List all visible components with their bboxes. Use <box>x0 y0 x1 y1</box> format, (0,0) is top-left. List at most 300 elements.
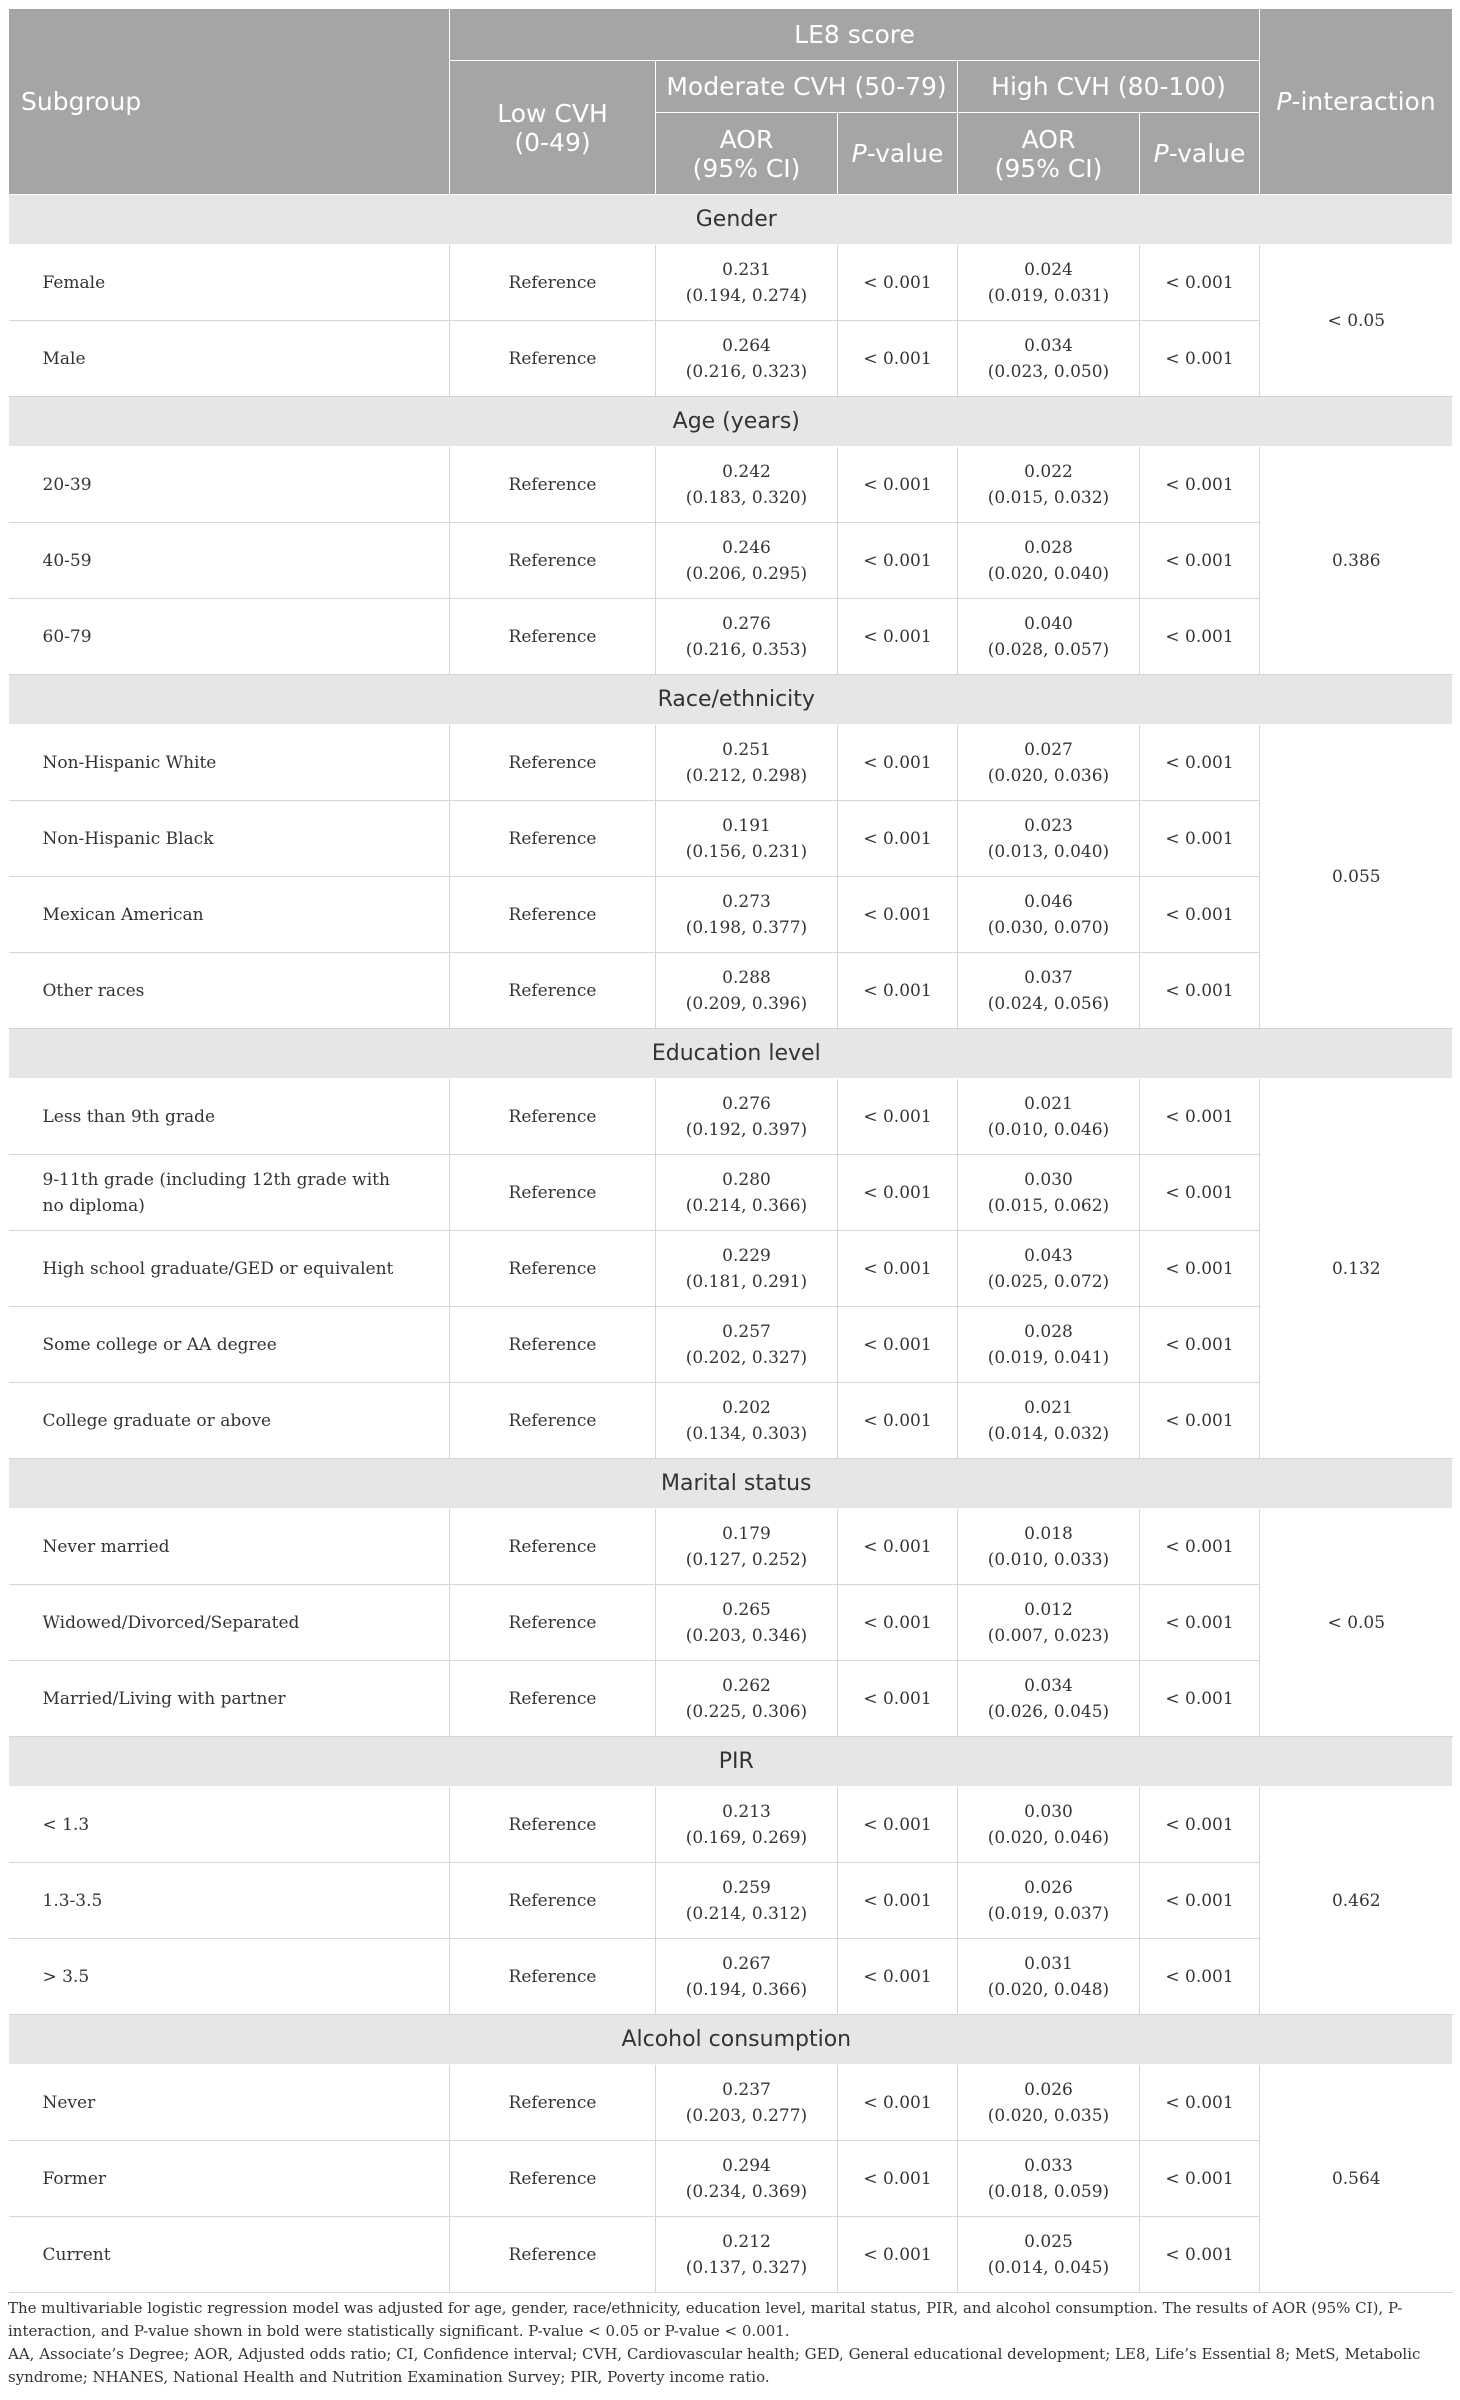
moderate-aor: 0.276 <box>722 1093 771 1114</box>
high-aor-cell <box>958 1509 1140 1585</box>
high-aor: 0.027 <box>1024 739 1073 760</box>
low-cvh-value: Reference <box>450 1863 656 1939</box>
table-row <box>9 1863 1453 1939</box>
high-aor-cell <box>958 1585 1140 1661</box>
subgroup-name: Married/Living with partner <box>9 1661 450 1737</box>
moderate-aor-cell <box>656 877 838 953</box>
subgroup-name: Current <box>9 2217 450 2293</box>
section-title: PIR <box>9 1737 1453 1787</box>
high-p-value: < 0.001 <box>1140 1155 1260 1231</box>
high-aor-cell <box>958 1079 1140 1155</box>
moderate-ci: (0.137, 0.327) <box>685 2257 808 2278</box>
moderate-ci: (0.194, 0.274) <box>685 285 808 306</box>
moderate-aor-cell <box>656 321 838 397</box>
moderate-aor-cell <box>656 953 838 1029</box>
moderate-p-value: < 0.001 <box>838 1079 958 1155</box>
high-ci: (0.014, 0.032) <box>987 1423 1110 1444</box>
moderate-aor: 0.242 <box>722 461 771 482</box>
header-high-p-suffix: -value <box>1168 139 1246 168</box>
high-aor-cell <box>958 801 1140 877</box>
moderate-p-value: < 0.001 <box>838 2065 958 2141</box>
low-cvh-value: Reference <box>450 1509 656 1585</box>
table-footnotes <box>8 2297 1452 2389</box>
low-cvh-value: Reference <box>450 1939 656 2015</box>
high-aor: 0.030 <box>1024 1801 1073 1822</box>
header-low-cvh <box>450 61 656 195</box>
table-row <box>9 2141 1453 2217</box>
high-ci: (0.018, 0.059) <box>987 2181 1110 2202</box>
moderate-p-value: < 0.001 <box>838 1787 958 1863</box>
section-row <box>9 1459 1453 1509</box>
high-aor: 0.023 <box>1024 815 1073 836</box>
moderate-ci: (0.206, 0.295) <box>685 563 808 584</box>
high-ci: (0.014, 0.045) <box>987 2257 1110 2278</box>
high-aor: 0.043 <box>1024 1245 1073 1266</box>
header-mod-aor-label: AOR <box>719 124 774 154</box>
p-interaction-value: 0.462 <box>1260 1787 1453 2015</box>
moderate-aor-cell <box>656 523 838 599</box>
high-aor-cell <box>958 599 1140 675</box>
table-row <box>9 877 1453 953</box>
moderate-aor: 0.179 <box>722 1523 771 1544</box>
moderate-p-value: < 0.001 <box>838 877 958 953</box>
high-aor: 0.030 <box>1024 1169 1073 1190</box>
moderate-aor: 0.213 <box>722 1801 771 1822</box>
high-p-value: < 0.001 <box>1140 321 1260 397</box>
high-p-value: < 0.001 <box>1140 599 1260 675</box>
header-mod-p-suffix: -value <box>866 139 944 168</box>
moderate-p-value: < 0.001 <box>838 1231 958 1307</box>
high-aor: 0.026 <box>1024 2079 1073 2100</box>
high-aor-cell <box>958 447 1140 523</box>
moderate-aor: 0.262 <box>722 1675 771 1696</box>
high-aor-cell <box>958 877 1140 953</box>
high-p-value: < 0.001 <box>1140 877 1260 953</box>
header-high-aor <box>958 113 1140 195</box>
high-p-value: < 0.001 <box>1140 245 1260 321</box>
p-interaction-value: 0.055 <box>1260 725 1453 1029</box>
moderate-aor-cell <box>656 1509 838 1585</box>
high-p-value: < 0.001 <box>1140 2065 1260 2141</box>
subgroup-name: High school graduate/GED or equivalent <box>9 1231 450 1307</box>
high-aor: 0.034 <box>1024 335 1073 356</box>
table-row <box>9 1079 1453 1155</box>
moderate-aor-cell <box>656 447 838 523</box>
high-ci: (0.020, 0.035) <box>987 2105 1110 2126</box>
moderate-ci: (0.216, 0.353) <box>685 639 808 660</box>
table-row <box>9 1383 1453 1459</box>
subgroup-name: Former <box>9 2141 450 2217</box>
moderate-ci: (0.209, 0.396) <box>685 993 808 1014</box>
moderate-aor-cell <box>656 2141 838 2217</box>
high-aor-cell <box>958 1787 1140 1863</box>
high-aor: 0.022 <box>1024 461 1073 482</box>
low-cvh-value: Reference <box>450 1155 656 1231</box>
moderate-ci: (0.234, 0.369) <box>685 2181 808 2202</box>
moderate-p-value: < 0.001 <box>838 1585 958 1661</box>
table-header <box>9 9 1453 195</box>
high-aor-cell <box>958 953 1140 1029</box>
moderate-aor-cell <box>656 1155 838 1231</box>
subgroup-name: Non-Hispanic White <box>9 725 450 801</box>
high-ci: (0.025, 0.072) <box>987 1271 1110 1292</box>
section-title: Age (years) <box>9 397 1453 447</box>
moderate-p-value: < 0.001 <box>838 801 958 877</box>
subgroup-name: College graduate or above <box>9 1383 450 1459</box>
section-row <box>9 397 1453 447</box>
high-p-value: < 0.001 <box>1140 523 1260 599</box>
moderate-aor: 0.276 <box>722 613 771 634</box>
subgroup-name: 9-11th grade (including 12th grade with no diploma) <box>9 1155 450 1231</box>
table-row <box>9 1585 1453 1661</box>
table-row <box>9 1939 1453 2015</box>
high-ci: (0.015, 0.062) <box>987 1195 1110 1216</box>
moderate-ci: (0.194, 0.366) <box>685 1979 808 2000</box>
subgroup-name: Less than 9th grade <box>9 1079 450 1155</box>
subgroup-name: 1.3-3.5 <box>9 1863 450 1939</box>
p-interaction-value: 0.386 <box>1260 447 1453 675</box>
header-high-cvh: High CVH (80-100) <box>958 61 1260 113</box>
table-row <box>9 2065 1453 2141</box>
header-high-p <box>1140 113 1260 195</box>
moderate-aor: 0.202 <box>722 1397 771 1418</box>
low-cvh-value: Reference <box>450 1307 656 1383</box>
subgroup-name: Widowed/Divorced/Separated <box>9 1585 450 1661</box>
moderate-ci: (0.134, 0.303) <box>685 1423 808 1444</box>
high-aor: 0.033 <box>1024 2155 1073 2176</box>
high-aor: 0.040 <box>1024 613 1073 634</box>
moderate-aor-cell <box>656 1231 838 1307</box>
moderate-aor: 0.212 <box>722 2231 771 2252</box>
p-interaction-value: < 0.05 <box>1260 245 1453 397</box>
high-aor-cell <box>958 1863 1140 1939</box>
high-ci: (0.020, 0.040) <box>987 563 1110 584</box>
low-cvh-value: Reference <box>450 877 656 953</box>
moderate-ci: (0.214, 0.312) <box>685 1903 808 1924</box>
low-cvh-value: Reference <box>450 2217 656 2293</box>
moderate-ci: (0.203, 0.346) <box>685 1625 808 1646</box>
header-subgroup: Subgroup <box>9 9 450 195</box>
moderate-aor-cell <box>656 725 838 801</box>
table-row <box>9 321 1453 397</box>
table-row <box>9 1661 1453 1737</box>
low-cvh-value: Reference <box>450 2065 656 2141</box>
header-high-ci-label: (95% CI) <box>994 153 1103 183</box>
low-cvh-value: Reference <box>450 1661 656 1737</box>
moderate-aor-cell <box>656 1307 838 1383</box>
high-ci: (0.020, 0.036) <box>987 765 1110 786</box>
high-ci: (0.019, 0.041) <box>987 1347 1110 1368</box>
header-mod-p <box>838 113 958 195</box>
low-cvh-value: Reference <box>450 725 656 801</box>
moderate-p-value: < 0.001 <box>838 725 958 801</box>
high-ci: (0.015, 0.032) <box>987 487 1110 508</box>
moderate-aor-cell <box>656 1585 838 1661</box>
moderate-aor-cell <box>656 801 838 877</box>
header-le8-score: LE8 score <box>450 9 1260 61</box>
high-aor: 0.034 <box>1024 1675 1073 1696</box>
header-moderate-cvh: Moderate CVH (50-79) <box>656 61 958 113</box>
table-row <box>9 1509 1453 1585</box>
moderate-ci: (0.198, 0.377) <box>685 917 808 938</box>
moderate-ci: (0.169, 0.269) <box>685 1827 808 1848</box>
header-high-aor-label: AOR <box>1021 124 1076 154</box>
subgroup-name: Other races <box>9 953 450 1029</box>
moderate-p-value: < 0.001 <box>838 953 958 1029</box>
moderate-ci: (0.212, 0.298) <box>685 765 808 786</box>
table-body <box>9 195 1453 2293</box>
moderate-aor: 0.265 <box>722 1599 771 1620</box>
moderate-aor: 0.280 <box>722 1169 771 1190</box>
section-title: Race/ethnicity <box>9 675 1453 725</box>
moderate-ci: (0.183, 0.320) <box>685 487 808 508</box>
subgroup-name: Never <box>9 2065 450 2141</box>
low-cvh-value: Reference <box>450 1787 656 1863</box>
high-ci: (0.007, 0.023) <box>987 1625 1110 1646</box>
subgroup-name: 60-79 <box>9 599 450 675</box>
high-p-value: < 0.001 <box>1140 1863 1260 1939</box>
high-p-value: < 0.001 <box>1140 1383 1260 1459</box>
section-title: Marital status <box>9 1459 1453 1509</box>
moderate-aor-cell <box>656 245 838 321</box>
low-cvh-value: Reference <box>450 321 656 397</box>
moderate-p-value: < 0.001 <box>838 1509 958 1585</box>
subgroup-name: Never married <box>9 1509 450 1585</box>
high-p-value: < 0.001 <box>1140 1231 1260 1307</box>
high-ci: (0.020, 0.046) <box>987 1827 1110 1848</box>
low-cvh-value: Reference <box>450 1383 656 1459</box>
moderate-aor: 0.231 <box>722 259 771 280</box>
low-cvh-value: Reference <box>450 599 656 675</box>
high-aor-cell <box>958 245 1140 321</box>
section-row <box>9 195 1453 245</box>
moderate-aor: 0.267 <box>722 1953 771 1974</box>
moderate-p-value: < 0.001 <box>838 1661 958 1737</box>
p-interaction-value: 0.132 <box>1260 1079 1453 1459</box>
table-row <box>9 725 1453 801</box>
moderate-p-value: < 0.001 <box>838 523 958 599</box>
table-row <box>9 1307 1453 1383</box>
high-p-value: < 0.001 <box>1140 1509 1260 1585</box>
subgroup-name: 40-59 <box>9 523 450 599</box>
moderate-ci: (0.181, 0.291) <box>685 1271 808 1292</box>
moderate-aor: 0.288 <box>722 967 771 988</box>
header-mod-p-italic: P <box>851 139 867 168</box>
high-aor-cell <box>958 2217 1140 2293</box>
high-aor-cell <box>958 1307 1140 1383</box>
moderate-aor: 0.191 <box>722 815 771 836</box>
header-p-italic: P <box>1276 87 1292 116</box>
high-aor: 0.046 <box>1024 891 1073 912</box>
high-p-value: < 0.001 <box>1140 1079 1260 1155</box>
moderate-aor-cell <box>656 599 838 675</box>
low-cvh-value: Reference <box>450 523 656 599</box>
moderate-ci: (0.127, 0.252) <box>685 1549 808 1570</box>
high-p-value: < 0.001 <box>1140 1787 1260 1863</box>
low-cvh-value: Reference <box>450 245 656 321</box>
high-aor: 0.024 <box>1024 259 1073 280</box>
moderate-aor-cell <box>656 2065 838 2141</box>
footnote-abbreviations: AA, Associate’s Degree; AOR, Adjusted odds ratio; CI, Confidence interval; CVH, Cardiovascular health; GED, General educational development; LE8, Life’s Essential 8; MetS, Metabolic syndrome; NHANES, National Health and Nutrition Examination Survey; PIR, Poverty income ratio. <box>8 2345 1421 2386</box>
high-aor: 0.028 <box>1024 1321 1073 1342</box>
moderate-p-value: < 0.001 <box>838 599 958 675</box>
table-row <box>9 953 1453 1029</box>
high-aor: 0.028 <box>1024 537 1073 558</box>
low-cvh-value: Reference <box>450 1079 656 1155</box>
high-p-value: < 0.001 <box>1140 801 1260 877</box>
moderate-aor: 0.229 <box>722 1245 771 1266</box>
high-aor: 0.021 <box>1024 1093 1073 1114</box>
high-aor-cell <box>958 2065 1140 2141</box>
high-ci: (0.013, 0.040) <box>987 841 1110 862</box>
header-mod-aor <box>656 113 838 195</box>
table-row <box>9 1231 1453 1307</box>
moderate-aor: 0.264 <box>722 335 771 356</box>
moderate-ci: (0.216, 0.323) <box>685 361 808 382</box>
high-p-value: < 0.001 <box>1140 725 1260 801</box>
moderate-aor-cell <box>656 2217 838 2293</box>
high-ci: (0.010, 0.033) <box>987 1549 1110 1570</box>
moderate-aor-cell <box>656 1383 838 1459</box>
moderate-p-value: < 0.001 <box>838 1863 958 1939</box>
low-cvh-value: Reference <box>450 2141 656 2217</box>
subgroup-name: < 1.3 <box>9 1787 450 1863</box>
moderate-p-value: < 0.001 <box>838 245 958 321</box>
high-aor: 0.012 <box>1024 1599 1073 1620</box>
high-ci: (0.019, 0.031) <box>987 285 1110 306</box>
high-ci: (0.019, 0.037) <box>987 1903 1110 1924</box>
moderate-p-value: < 0.001 <box>838 1383 958 1459</box>
high-p-value: < 0.001 <box>1140 1585 1260 1661</box>
high-aor: 0.031 <box>1024 1953 1073 1974</box>
high-aor-cell <box>958 1939 1140 2015</box>
moderate-aor: 0.251 <box>722 739 771 760</box>
header-p-interaction <box>1260 9 1453 195</box>
table-row <box>9 523 1453 599</box>
footnote-model: The multivariable logistic regression model was adjusted for age, gender, race/ethnicity, education level, marital status, PIR, and alcohol consumption. The results of AOR (95% CI), P-interaction, and P-value shown in bold were statistically significant. P-value < 0.05 or P-value < 0.001. <box>8 2299 1403 2340</box>
subgroup-name: Some college or AA degree <box>9 1307 450 1383</box>
high-aor-cell <box>958 1661 1140 1737</box>
subgroup-name: Female <box>9 245 450 321</box>
results-table <box>8 8 1453 2293</box>
table-row <box>9 447 1453 523</box>
high-p-value: < 0.001 <box>1140 1939 1260 2015</box>
subgroup-name: Male <box>9 321 450 397</box>
moderate-aor: 0.259 <box>722 1877 771 1898</box>
moderate-aor: 0.294 <box>722 2155 771 2176</box>
high-p-value: < 0.001 <box>1140 953 1260 1029</box>
moderate-aor: 0.246 <box>722 537 771 558</box>
high-aor-cell <box>958 1231 1140 1307</box>
high-p-value: < 0.001 <box>1140 1307 1260 1383</box>
subgroup-name: Non-Hispanic Black <box>9 801 450 877</box>
high-aor: 0.026 <box>1024 1877 1073 1898</box>
moderate-aor: 0.273 <box>722 891 771 912</box>
high-p-value: < 0.001 <box>1140 447 1260 523</box>
moderate-aor: 0.257 <box>722 1321 771 1342</box>
high-ci: (0.026, 0.045) <box>987 1701 1110 1722</box>
high-aor-cell <box>958 725 1140 801</box>
header-mod-ci-label: (95% CI) <box>692 153 801 183</box>
low-cvh-value: Reference <box>450 1585 656 1661</box>
moderate-aor-cell <box>656 1939 838 2015</box>
table-row <box>9 245 1453 321</box>
section-title: Alcohol consumption <box>9 2015 1453 2065</box>
moderate-aor-cell <box>656 1787 838 1863</box>
moderate-p-value: < 0.001 <box>838 447 958 523</box>
high-ci: (0.020, 0.048) <box>987 1979 1110 2000</box>
moderate-p-value: < 0.001 <box>838 1155 958 1231</box>
high-aor-cell <box>958 1383 1140 1459</box>
section-row <box>9 1029 1453 1079</box>
table-row <box>9 1155 1453 1231</box>
moderate-ci: (0.192, 0.397) <box>685 1119 808 1140</box>
moderate-p-value: < 0.001 <box>838 2141 958 2217</box>
section-row <box>9 675 1453 725</box>
moderate-p-value: < 0.001 <box>838 1307 958 1383</box>
p-interaction-value: < 0.05 <box>1260 1509 1453 1737</box>
high-aor-cell <box>958 1155 1140 1231</box>
subgroup-name: 20-39 <box>9 447 450 523</box>
moderate-ci: (0.214, 0.366) <box>685 1195 808 1216</box>
high-ci: (0.010, 0.046) <box>987 1119 1110 1140</box>
section-row <box>9 1737 1453 1787</box>
low-cvh-value: Reference <box>450 447 656 523</box>
moderate-ci: (0.203, 0.277) <box>685 2105 808 2126</box>
table-row <box>9 599 1453 675</box>
header-p-interaction-suffix: -interaction <box>1291 87 1436 116</box>
high-aor: 0.025 <box>1024 2231 1073 2252</box>
high-aor: 0.018 <box>1024 1523 1073 1544</box>
low-cvh-value: Reference <box>450 953 656 1029</box>
moderate-aor-cell <box>656 1661 838 1737</box>
table-row <box>9 1787 1453 1863</box>
subgroup-name: Mexican American <box>9 877 450 953</box>
high-aor: 0.021 <box>1024 1397 1073 1418</box>
low-cvh-value: Reference <box>450 1231 656 1307</box>
high-p-value: < 0.001 <box>1140 1661 1260 1737</box>
table-row <box>9 801 1453 877</box>
low-cvh-value: Reference <box>450 801 656 877</box>
high-aor: 0.037 <box>1024 967 1073 988</box>
high-ci: (0.028, 0.057) <box>987 639 1110 660</box>
high-ci: (0.030, 0.070) <box>987 917 1110 938</box>
moderate-ci: (0.225, 0.306) <box>685 1701 808 1722</box>
high-aor-cell <box>958 321 1140 397</box>
moderate-p-value: < 0.001 <box>838 1939 958 2015</box>
moderate-ci: (0.202, 0.327) <box>685 1347 808 1368</box>
high-ci: (0.023, 0.050) <box>987 361 1110 382</box>
header-low-cvh-label: Low CVH (0-49) <box>497 98 608 157</box>
moderate-aor-cell <box>656 1863 838 1939</box>
section-row <box>9 2015 1453 2065</box>
moderate-ci: (0.156, 0.231) <box>685 841 808 862</box>
table-container <box>8 8 1452 2389</box>
moderate-aor-cell <box>656 1079 838 1155</box>
high-ci: (0.024, 0.056) <box>987 993 1110 1014</box>
section-title: Gender <box>9 195 1453 245</box>
high-aor-cell <box>958 2141 1140 2217</box>
table-row <box>9 2217 1453 2293</box>
high-p-value: < 0.001 <box>1140 2141 1260 2217</box>
subgroup-name: > 3.5 <box>9 1939 450 2015</box>
moderate-p-value: < 0.001 <box>838 2217 958 2293</box>
section-title: Education level <box>9 1029 1453 1079</box>
high-aor-cell <box>958 523 1140 599</box>
moderate-p-value: < 0.001 <box>838 321 958 397</box>
header-high-p-italic: P <box>1153 139 1169 168</box>
moderate-aor: 0.237 <box>722 2079 771 2100</box>
